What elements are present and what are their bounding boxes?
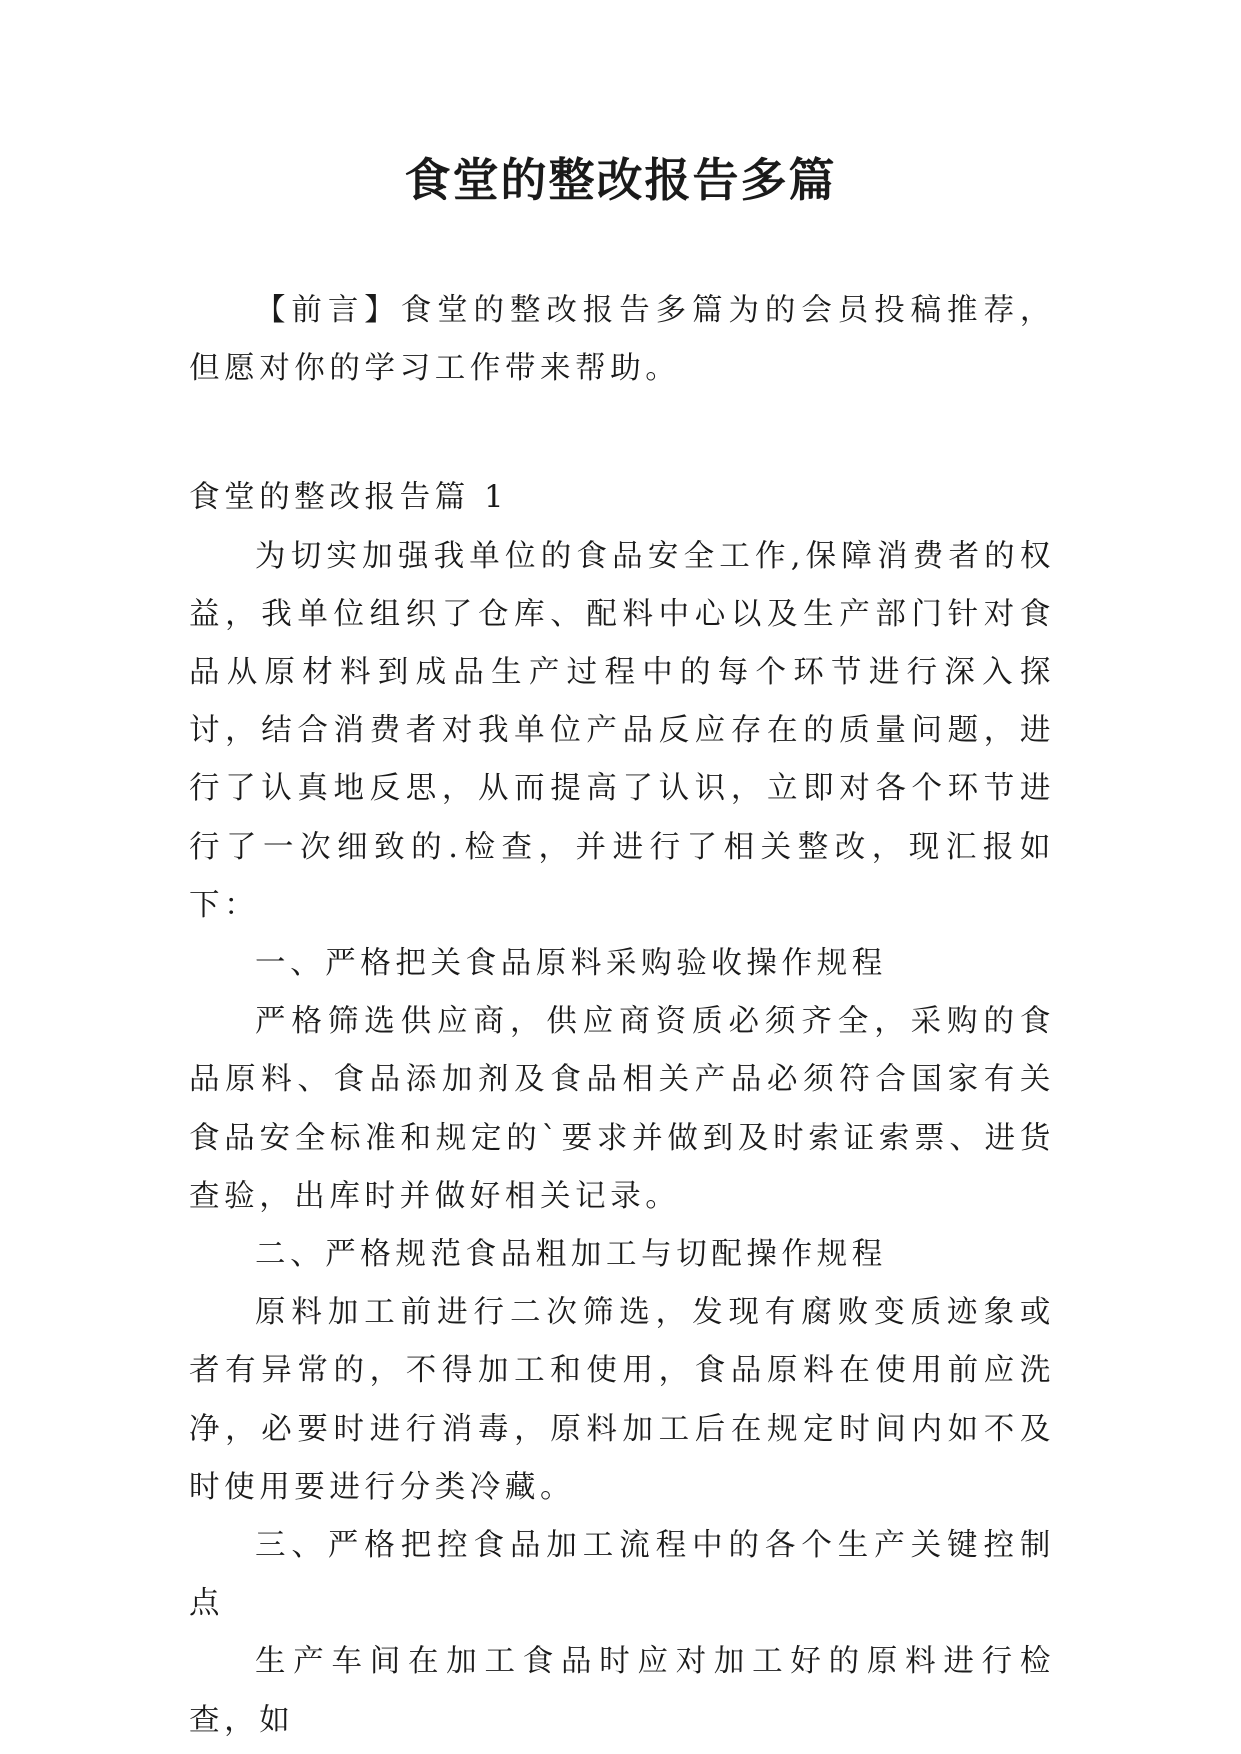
body-paragraph-1: 严格筛选供应商，供应商资质必须齐全，采购的食品原料、食品添加剂及食品相关产品必须符合国家有关食品安全标准和规定的`要求并做到及时索证索票、进货查验，出库时并做好相关记录。 <box>189 1004 1055 1214</box>
item-heading-1: 一、严格把关食品原料采购验收操作规程 <box>255 946 887 982</box>
item-heading-2: 二、严格规范食品粗加工与切配操作规程 <box>255 1237 887 1273</box>
body-paragraph-intro: 为切实加强我单位的食品安全工作,保障消费者的权益，我单位组织了仓库、配料中心以及生产部门针对食品从原材料到成品生产过程中的每个环节进行深入探讨，结合消费者对我单位产品反应存在的质量问题，进行了认真地反思，从而提高了认识，立即对各个环节进行了一次细致的.检查，并进行了相关整改，现汇报如下： <box>189 538 1055 923</box>
section-heading: 食堂的整改报告篇 1 <box>189 480 509 516</box>
body-paragraph-3: 生产车间在加工食品时应对加工好的原料进行检查，如 <box>189 1644 1055 1738</box>
item-heading-3: 三、严格把控食品加工流程中的各个生产关键控制点 <box>189 1528 1055 1622</box>
preface-paragraph: 【前言】食堂的整改报告多篇为的会员投稿推荐，但愿对你的学习工作带来帮助。 <box>189 293 1055 387</box>
document-title: 食堂的整改报告多篇 <box>404 153 837 207</box>
body-paragraph-2: 原料加工前进行二次筛选，发现有腐败变质迹象或者有异常的，不得加工和使用，食品原料在使用前应洗净，必要时进行消毒，原料加工后在规定时间内如不及时使用要进行分类冷藏。 <box>189 1295 1055 1505</box>
document-body <box>189 282 1055 1750</box>
